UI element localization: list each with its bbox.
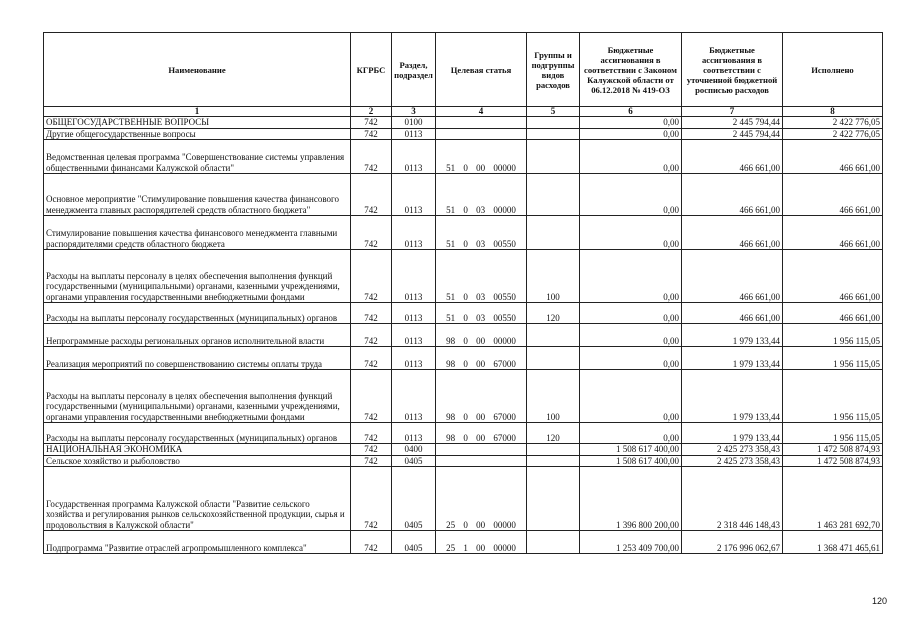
cell-section: 0100	[392, 117, 436, 129]
cell-kgrbs: 742	[351, 347, 392, 370]
table-row	[44, 370, 883, 423]
header-name: Наименование	[44, 33, 351, 107]
column-numbers-row	[44, 107, 883, 117]
cell-target: 51 0 03 00550	[436, 250, 527, 303]
table-row	[44, 324, 883, 347]
cell-target: 98 0 00 67000	[436, 347, 527, 370]
table-row	[44, 531, 883, 554]
cell-target: 98 0 00 00000	[436, 324, 527, 347]
cell-law: 1 508 617 400,00	[580, 444, 682, 456]
col-number: 3	[392, 107, 436, 117]
table-row	[44, 347, 883, 370]
cell-refined: 2 425 273 358,43	[682, 444, 783, 456]
header-executed: Исполнено	[783, 33, 883, 107]
cell-section: 0113	[392, 423, 436, 444]
cell-refined: 466 661,00	[682, 216, 783, 250]
cell-group: 100	[527, 250, 580, 303]
cell-name: Ведомственная целевая программа "Совершенствование системы управления общественными финансами Калужской области"	[44, 140, 351, 174]
cell-kgrbs: 742	[351, 531, 392, 554]
cell-group	[527, 347, 580, 370]
cell-section: 0400	[392, 444, 436, 456]
cell-section: 0113	[392, 216, 436, 250]
cell-executed: 466 661,00	[783, 140, 883, 174]
cell-group	[527, 467, 580, 531]
table-row	[44, 455, 883, 467]
cell-name: Стимулирование повышения качества финансового менеджмента главными распорядителями средств областного бюджета	[44, 216, 351, 250]
cell-name: Государственная программа Калужской области "Развитие сельского хозяйства и регулирования рынков сельскохозяйственной продукции, сырья и продовольствия в Калужской области"	[44, 467, 351, 531]
col-number: 5	[527, 107, 580, 117]
cell-executed: 1 472 508 874,93	[783, 455, 883, 467]
table-row	[44, 216, 883, 250]
col-number: 1	[44, 107, 351, 117]
cell-refined: 466 661,00	[682, 303, 783, 324]
col-number: 7	[682, 107, 783, 117]
cell-section: 0113	[392, 347, 436, 370]
cell-kgrbs: 742	[351, 455, 392, 467]
header-law: Бюджетные ассигнования в соответствии с Законом Калужской области от 06.12.2018 № 419-ОЗ	[580, 33, 682, 107]
cell-name: ОБЩЕГОСУДАРСТВЕННЫЕ ВОПРОСЫ	[44, 117, 351, 129]
cell-law: 0,00	[580, 324, 682, 347]
cell-group	[527, 128, 580, 140]
cell-group	[527, 216, 580, 250]
cell-kgrbs: 742	[351, 174, 392, 216]
cell-law: 1 396 800 200,00	[580, 467, 682, 531]
cell-refined: 466 661,00	[682, 140, 783, 174]
cell-target	[436, 128, 527, 140]
cell-name: НАЦИОНАЛЬНАЯ ЭКОНОМИКА	[44, 444, 351, 456]
cell-kgrbs: 742	[351, 117, 392, 129]
col-number: 4	[436, 107, 527, 117]
cell-kgrbs: 742	[351, 128, 392, 140]
cell-executed: 466 661,00	[783, 174, 883, 216]
cell-kgrbs: 742	[351, 216, 392, 250]
cell-group	[527, 324, 580, 347]
cell-law: 0,00	[580, 140, 682, 174]
cell-group	[527, 444, 580, 456]
cell-refined: 2 425 273 358,43	[682, 455, 783, 467]
cell-law: 1 508 617 400,00	[580, 455, 682, 467]
table-row	[44, 140, 883, 174]
cell-law: 0,00	[580, 423, 682, 444]
cell-group	[527, 531, 580, 554]
cell-target	[436, 444, 527, 456]
cell-name: Основное мероприятие "Стимулирование повышения качества финансового менеджмента главных распорядителей средств областного бюджета"	[44, 174, 351, 216]
cell-section: 0405	[392, 455, 436, 467]
cell-law: 0,00	[580, 370, 682, 423]
cell-refined: 1 979 133,44	[682, 324, 783, 347]
cell-executed: 1 956 115,05	[783, 370, 883, 423]
cell-target	[436, 117, 527, 129]
cell-name: Расходы на выплаты персоналу в целях обеспечения выполнения функций государственными (муниципальными) органами, казенными учреждениями, органами управления государственными внебюджетными фондами	[44, 250, 351, 303]
cell-law: 0,00	[580, 128, 682, 140]
page-number: 120	[871, 596, 887, 606]
cell-target: 51 0 00 00000	[436, 140, 527, 174]
cell-section: 0405	[392, 467, 436, 531]
table-row	[44, 444, 883, 456]
col-number: 6	[580, 107, 682, 117]
cell-kgrbs: 742	[351, 303, 392, 324]
cell-target: 98 0 00 67000	[436, 370, 527, 423]
table-row	[44, 303, 883, 324]
cell-executed: 2 422 776,05	[783, 117, 883, 129]
cell-executed: 2 422 776,05	[783, 128, 883, 140]
cell-refined: 1 979 133,44	[682, 347, 783, 370]
cell-group	[527, 140, 580, 174]
cell-name: Реализация мероприятий по совершенствованию системы оплаты труда	[44, 347, 351, 370]
header-refined: Бюджетные ассигнования в соответствии с уточненной бюджетной росписью расходов	[682, 33, 783, 107]
cell-section: 0113	[392, 324, 436, 347]
cell-refined: 2 318 446 148,43	[682, 467, 783, 531]
cell-executed: 1 956 115,05	[783, 347, 883, 370]
cell-target: 51 0 03 00000	[436, 174, 527, 216]
cell-name: Расходы на выплаты персоналу государственных (муниципальных) органов	[44, 303, 351, 324]
cell-refined: 1 979 133,44	[682, 423, 783, 444]
table-row	[44, 423, 883, 444]
cell-refined: 2 445 794,44	[682, 128, 783, 140]
header-groups: Группы и подгруппы видов расходов	[527, 33, 580, 107]
cell-name: Подпрограмма "Развитие отраслей агропромышленного комплекса"	[44, 531, 351, 554]
cell-executed: 1 472 508 874,93	[783, 444, 883, 456]
cell-executed: 466 661,00	[783, 303, 883, 324]
cell-name: Расходы на выплаты персоналу в целях обеспечения выполнения функций государственными (муниципальными) органами, казенными учреждениями, органами управления государственными внебюджетными фондами	[44, 370, 351, 423]
cell-target: 98 0 00 67000	[436, 423, 527, 444]
table-row	[44, 174, 883, 216]
table-row	[44, 250, 883, 303]
cell-group: 120	[527, 303, 580, 324]
cell-section: 0113	[392, 140, 436, 174]
cell-group	[527, 117, 580, 129]
cell-group: 100	[527, 370, 580, 423]
cell-kgrbs: 742	[351, 324, 392, 347]
cell-kgrbs: 742	[351, 467, 392, 531]
cell-section: 0113	[392, 128, 436, 140]
cell-executed: 1 368 471 465,61	[783, 531, 883, 554]
cell-kgrbs: 742	[351, 250, 392, 303]
cell-kgrbs: 742	[351, 370, 392, 423]
cell-law: 0,00	[580, 216, 682, 250]
cell-refined: 2 445 794,44	[682, 117, 783, 129]
cell-kgrbs: 742	[351, 140, 392, 174]
cell-refined: 2 176 996 062,67	[682, 531, 783, 554]
cell-name: Непрограммные расходы региональных органов исполнительной власти	[44, 324, 351, 347]
table-row	[44, 467, 883, 531]
header-row	[44, 33, 883, 107]
cell-section: 0113	[392, 174, 436, 216]
cell-executed: 1 956 115,05	[783, 423, 883, 444]
cell-group	[527, 455, 580, 467]
cell-target: 51 0 03 00550	[436, 216, 527, 250]
cell-law: 0,00	[580, 347, 682, 370]
cell-target: 51 0 03 00550	[436, 303, 527, 324]
cell-section: 0113	[392, 303, 436, 324]
table-row	[44, 117, 883, 129]
cell-target: 25 1 00 00000	[436, 531, 527, 554]
cell-refined: 466 661,00	[682, 174, 783, 216]
cell-section: 0113	[392, 370, 436, 423]
cell-executed: 1 956 115,05	[783, 324, 883, 347]
col-number: 8	[783, 107, 883, 117]
cell-executed: 466 661,00	[783, 250, 883, 303]
cell-refined: 466 661,00	[682, 250, 783, 303]
cell-law: 0,00	[580, 117, 682, 129]
cell-kgrbs: 742	[351, 423, 392, 444]
cell-name: Сельское хозяйство и рыболовство	[44, 455, 351, 467]
cell-section: 0405	[392, 531, 436, 554]
table-row	[44, 128, 883, 140]
cell-target: 25 0 00 00000	[436, 467, 527, 531]
cell-group: 120	[527, 423, 580, 444]
cell-law: 0,00	[580, 250, 682, 303]
cell-name: Другие общегосударственные вопросы	[44, 128, 351, 140]
cell-refined: 1 979 133,44	[682, 370, 783, 423]
cell-section: 0113	[392, 250, 436, 303]
header-section: Раздел, подраздел	[392, 33, 436, 107]
cell-executed: 1 463 281 692,70	[783, 467, 883, 531]
cell-law: 1 253 409 700,00	[580, 531, 682, 554]
col-number: 2	[351, 107, 392, 117]
cell-executed: 466 661,00	[783, 216, 883, 250]
header-kgrbs: КГРБС	[351, 33, 392, 107]
cell-law: 0,00	[580, 174, 682, 216]
cell-law: 0,00	[580, 303, 682, 324]
cell-group	[527, 174, 580, 216]
cell-target	[436, 455, 527, 467]
cell-name: Расходы на выплаты персоналу государственных (муниципальных) органов	[44, 423, 351, 444]
cell-kgrbs: 742	[351, 444, 392, 456]
header-target: Целевая статья	[436, 33, 527, 107]
budget-table	[43, 32, 883, 554]
